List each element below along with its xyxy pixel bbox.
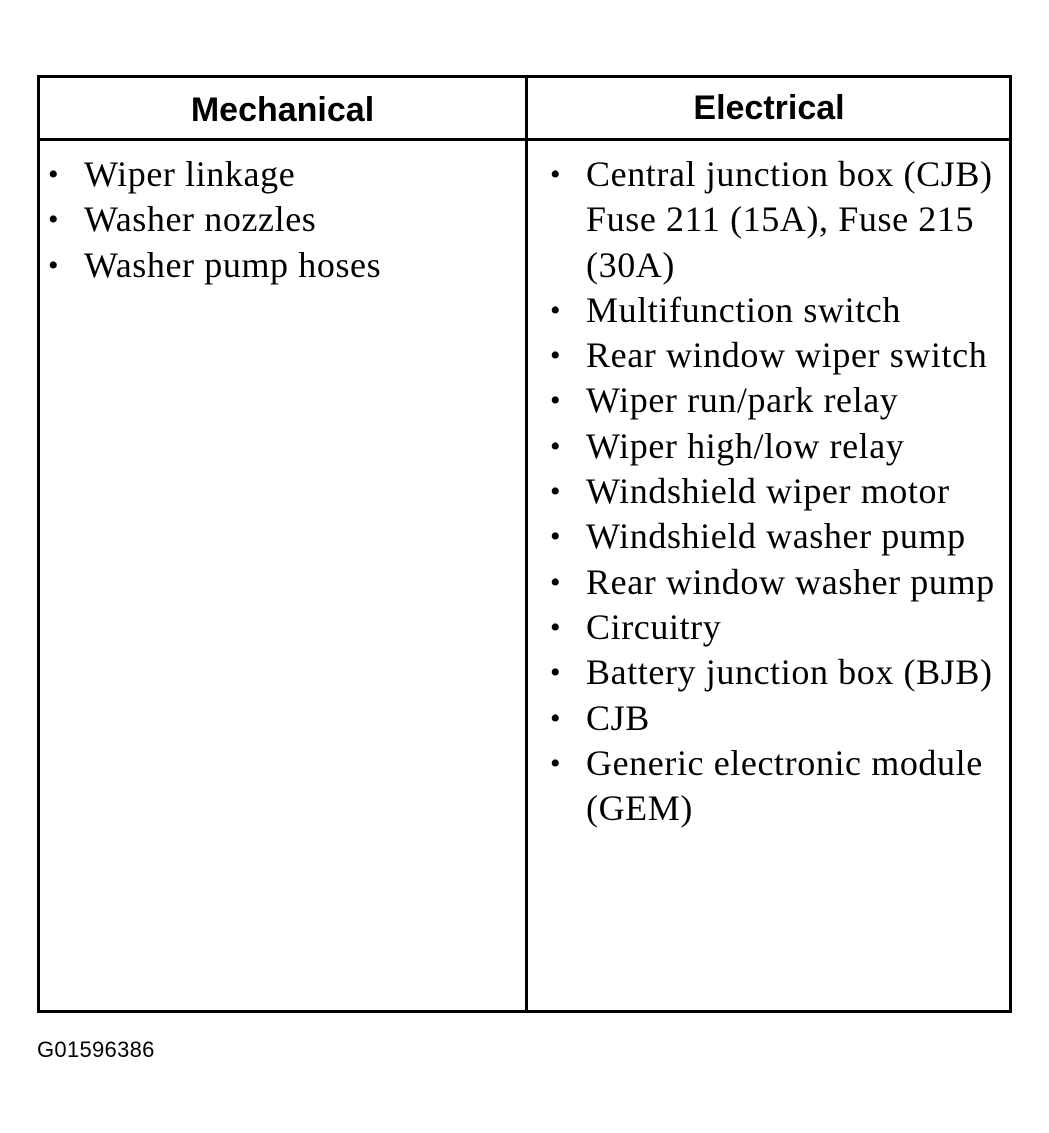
header-electrical: Electrical bbox=[693, 88, 845, 127]
bullet-icon: • bbox=[550, 610, 562, 644]
bullet-icon: • bbox=[48, 158, 60, 191]
bullet-icon: • bbox=[550, 475, 562, 509]
list-item-text: Windshield washer pump bbox=[586, 516, 966, 557]
list-item bbox=[550, 152, 1010, 288]
bullet-icon: • bbox=[550, 520, 562, 554]
list-item-text: Circuitry bbox=[586, 606, 722, 647]
list-item-text: Wiper high/low relay bbox=[586, 425, 905, 466]
bullet-icon: • bbox=[48, 248, 60, 282]
list-item bbox=[550, 378, 1010, 423]
list-item bbox=[48, 197, 514, 242]
list-item bbox=[550, 514, 1010, 559]
electrical-list bbox=[550, 152, 1010, 831]
list-item bbox=[550, 605, 1010, 650]
bullet-icon: • bbox=[550, 701, 562, 735]
bullet-icon: • bbox=[550, 293, 562, 327]
bullet-icon: • bbox=[550, 339, 562, 373]
list-item-text: Central junction box (CJB) Fuse 211 (15A), Fuse 215 (30A) bbox=[586, 154, 993, 285]
bullet-icon: • bbox=[550, 158, 562, 191]
list-item bbox=[550, 469, 1010, 514]
list-item bbox=[550, 560, 1010, 605]
header-mechanical: Mechanical bbox=[190, 90, 375, 129]
list-item-text: Multifunction switch bbox=[586, 289, 901, 330]
list-item-text: CJB bbox=[586, 697, 650, 738]
list-item bbox=[550, 650, 1010, 695]
list-item bbox=[550, 288, 1010, 333]
bullet-icon: • bbox=[550, 429, 562, 463]
bullet-icon: • bbox=[550, 656, 562, 690]
bullet-icon: • bbox=[48, 203, 60, 237]
list-item bbox=[550, 696, 1010, 741]
bullet-icon: • bbox=[550, 384, 562, 418]
mechanical-list bbox=[48, 152, 514, 288]
list-item-text: Washer nozzles bbox=[84, 199, 317, 240]
list-item-text: Generic electronic module (GEM) bbox=[586, 742, 983, 829]
column-divider bbox=[525, 78, 528, 1010]
bullet-icon: • bbox=[550, 746, 562, 780]
inspection-chart-table bbox=[37, 75, 1012, 1013]
list-item bbox=[48, 243, 514, 288]
list-item-text: Rear window wiper switch bbox=[586, 335, 988, 376]
list-item bbox=[48, 152, 514, 197]
list-item-text: Wiper run/park relay bbox=[586, 380, 899, 421]
list-item-text: Washer pump hoses bbox=[84, 244, 382, 285]
list-item bbox=[550, 741, 1010, 832]
list-item-text: Windshield wiper motor bbox=[586, 471, 950, 512]
list-item bbox=[550, 333, 1010, 378]
list-item-text: Battery junction box (BJB) bbox=[586, 652, 993, 693]
bullet-icon: • bbox=[550, 565, 562, 599]
list-item-text: Wiper linkage bbox=[84, 154, 296, 194]
figure-code: G01596386 bbox=[37, 1037, 155, 1062]
list-item bbox=[550, 424, 1010, 469]
list-item-text: Rear window washer pump bbox=[586, 561, 995, 602]
